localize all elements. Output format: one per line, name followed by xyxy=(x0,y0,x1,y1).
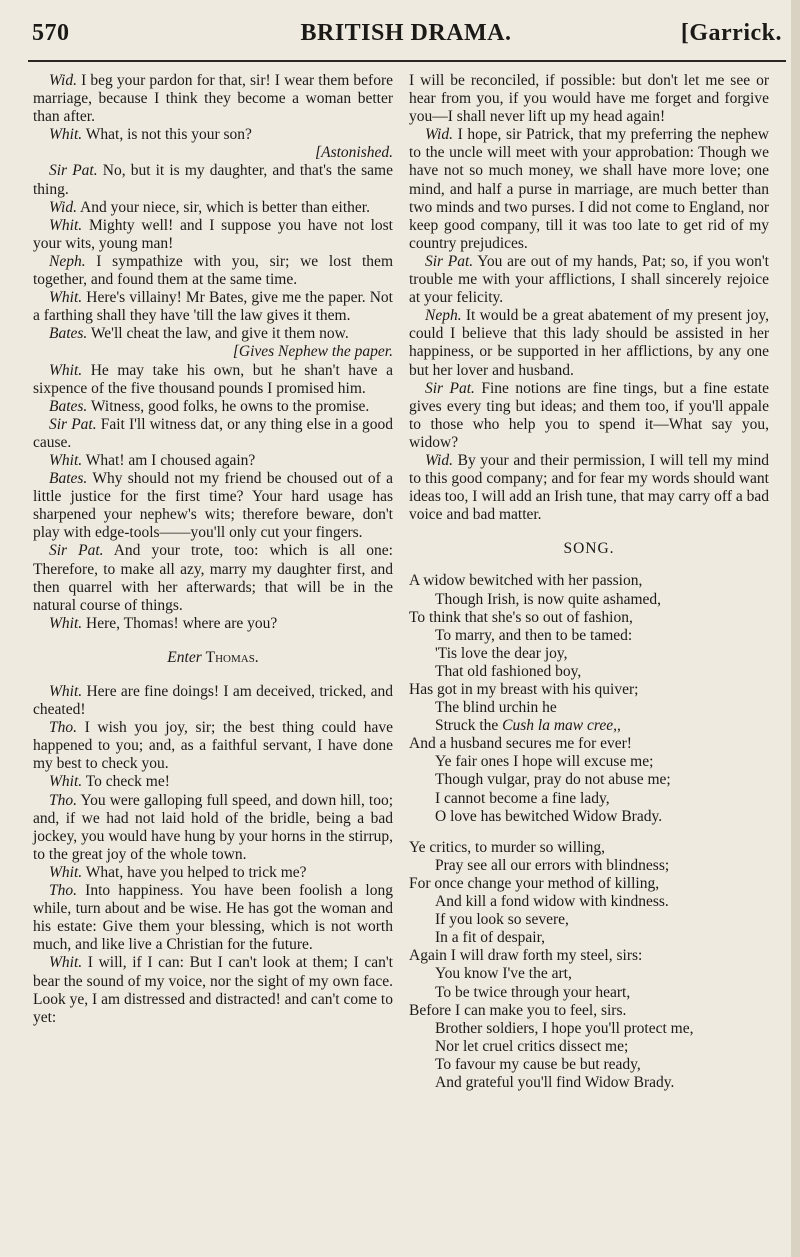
speaker: Sir Pat. xyxy=(425,252,474,270)
speaker: Sir Pat. xyxy=(49,162,98,180)
speech xyxy=(33,773,393,791)
verse-line: Before I can make you to feel, sirs. xyxy=(409,1001,627,1019)
speaker: Whit. xyxy=(49,614,83,632)
speech-text: Here's villainy! Mr Bates, give me the paper. Not a farthing shall they have 'till the law gives it them. xyxy=(33,289,393,325)
speech-text: You were galloping full speed, and down hill, too; and, if we had not laid hold of the bridle, being a bad jockey, you would have hung by your horns in the stirrup, to the great joy of the whole town. xyxy=(33,791,393,863)
speech-text: I wish you joy, sir; the best thing could have happened to you; and, as a faithful servant, I have done my best to check you. xyxy=(33,719,393,773)
verse-line: 'Tis love the dear joy, xyxy=(435,644,568,662)
page-number: 570 xyxy=(32,20,70,46)
speech-text: We'll cheat the law, and give it them now. xyxy=(87,325,349,343)
speaker: Sir Pat. xyxy=(49,415,97,433)
speech xyxy=(33,719,393,773)
verse-line: To think that she's so out of fashion, xyxy=(409,608,633,626)
verse-line: Ye critics, to murder so willing, xyxy=(409,838,606,856)
speech-text: To check me! xyxy=(82,773,170,791)
speaker: Wid. xyxy=(49,72,77,89)
speaker: Bates. xyxy=(49,470,88,488)
speech-text: No, but it is my daughter, and that's the same thing. xyxy=(33,162,393,198)
speech-text: What! am I choused again? xyxy=(82,451,256,469)
verse-line: For once change your method of killing, xyxy=(409,874,660,892)
page-header xyxy=(30,20,782,60)
verse-line: To favour my cause be but ready, xyxy=(435,1055,641,1073)
header-rule xyxy=(28,60,786,62)
verse-fragment: , xyxy=(616,717,621,735)
enter-character: Thomas. xyxy=(205,648,259,666)
speech xyxy=(33,615,393,633)
speaker: Sir Pat. xyxy=(425,379,475,397)
verse-line: And grateful you'll find Widow Brady. xyxy=(435,1073,675,1091)
speaker: Whit. xyxy=(49,451,83,469)
speech xyxy=(33,126,393,144)
speaker: Neph. xyxy=(425,307,462,325)
speech-text: Fait I'll witness dat, or any thing else in a good cause. xyxy=(33,415,393,451)
verse-line: And kill a fond widow with kindness. xyxy=(435,893,669,911)
speech-text: And your trote, too: which is all one: Therefore, to make all azy, marry my daughter first, and then quarrel with her afterwards; that will be in the natural course of things. xyxy=(33,542,393,614)
speech xyxy=(33,470,393,542)
speech xyxy=(33,416,393,452)
verse-line: A widow bewitched with her passion, xyxy=(409,572,643,590)
speech xyxy=(409,452,769,524)
speech-text: What, have you helped to trick me? xyxy=(82,863,307,881)
verse-line xyxy=(409,717,769,735)
speech-text: Witness, good folks, he owns to the promise. xyxy=(87,397,370,415)
running-title: BRITISH DRAMA. xyxy=(300,20,512,46)
verse-italic-phrase: Cush la maw cree, xyxy=(502,717,617,735)
speaker: Whit. xyxy=(49,773,83,791)
speech-text: It would be a great abatement of my present joy, could I believe that this lady should be assisted in her happiness, or be supported in her afflictions, by any one but her lover and husband. xyxy=(409,307,769,379)
speech-text: You are out of my hands, Pat; so, if you won't trouble me with your afflictions, I shall sincerely rejoice at your felicity. xyxy=(409,252,769,307)
speech-text: Fine notions are fine tings, but a fine estate gives every ting but ideas; and them too, if you'll appale to those who help you to spend it—What say you, widow? xyxy=(409,379,769,451)
speaker: Whit. xyxy=(49,954,83,972)
verse-line: You know I've the art, xyxy=(435,965,572,983)
speaker: Tho. xyxy=(49,719,77,737)
speaker: Neph. xyxy=(49,252,86,270)
entrance-direction xyxy=(33,649,393,667)
song-title: SONG. xyxy=(563,540,615,558)
verse-line: And a husband secures me for ever! xyxy=(409,735,632,753)
speech-text: I hope, sir Patrick, that my preferring the nephew to the uncle will meet with your approbation: Though we have not so much money, we shall have more love; one mind, and half a purse in marriage, are much better than two minds and two purses. I did not come to England, nor keep good company, till it was too late to get rid of my country prejudices. xyxy=(409,126,769,252)
speech-text: By your and their permission, I will tell my mind to this good company; and for fear my words should want ideas too, I will add an Irish tune, that may carry off a bad voice and bad matter. xyxy=(409,451,769,524)
speaker: Whit. xyxy=(49,126,83,144)
speech xyxy=(33,864,393,882)
speaker: Whit. xyxy=(49,289,83,307)
verse-line: To be twice through your heart, xyxy=(435,983,631,1001)
verse-line: I cannot become a fine lady, xyxy=(435,789,610,807)
speaker: Sir Pat. xyxy=(49,542,104,560)
song-stanza-1 xyxy=(409,572,769,825)
speech xyxy=(33,162,393,198)
verse-line: Though Irish, is now quite ashamed, xyxy=(435,590,662,608)
stage-direction: [Gives Nephew the paper. xyxy=(232,343,393,361)
speech xyxy=(33,289,393,325)
speech xyxy=(409,126,769,253)
verse-line: If you look so severe, xyxy=(435,911,569,929)
speaker: Wid. xyxy=(425,451,453,469)
speech xyxy=(33,362,393,398)
speaker: Bates. xyxy=(49,325,88,343)
right-column xyxy=(409,72,769,1092)
left-column xyxy=(33,72,393,1027)
verse-line: To marry, and then to be tamed: xyxy=(435,626,633,644)
speaker: Wid. xyxy=(49,198,77,216)
speech-text: What, is not this your son? xyxy=(82,126,252,144)
speaker: Tho. xyxy=(49,882,77,900)
speech xyxy=(409,253,769,307)
verse-line: Pray see all our errors with blindness; xyxy=(435,856,670,874)
speech xyxy=(33,217,393,253)
speech-text: He may take his own, but he shan't have a sixpence of the five thousand pounds I promised him. xyxy=(33,361,393,397)
speech-text: Here, Thomas! where are you? xyxy=(82,614,278,632)
verse-line: That old fashioned boy, xyxy=(435,662,582,680)
verse-line: O love has bewitched Widow Brady. xyxy=(435,807,663,825)
speech-text: Why should not my friend be choused out of a little justice for the first time? Your hard usage has sharpened your nephew's wits; therefore beware, don't play with edge-tools——you'll only cut your fingers. xyxy=(33,470,393,542)
speech xyxy=(409,380,769,452)
speech-text: Here are fine doings! I am deceived, tricked, and cheated! xyxy=(33,683,393,719)
speech xyxy=(33,325,393,343)
speaker: Bates. xyxy=(49,397,88,415)
speech xyxy=(33,72,393,126)
verse-line: Nor let cruel critics dissect me; xyxy=(435,1037,629,1055)
speaker: Whit. xyxy=(49,863,83,881)
verse-line: In a fit of despair, xyxy=(435,929,545,947)
speaker: Whit. xyxy=(49,361,83,379)
speech-text: I sympathize with you, sir; we lost them together, and found them at the same time. xyxy=(33,252,393,289)
speech xyxy=(33,954,393,1026)
speech-text: And your niece, sir, which is better than either. xyxy=(77,198,370,216)
speech-text: Mighty well! and I suppose you have not lost your wits, young man! xyxy=(33,216,393,252)
speech-text: I beg your pardon for that, sir! I wear them before marriage, because I think they become a woman better than after. xyxy=(33,72,393,126)
speaker: Wid. xyxy=(425,126,453,144)
speaker: Whit. xyxy=(49,683,83,700)
running-author: [Garrick. xyxy=(680,20,782,46)
speech xyxy=(33,882,393,954)
speech xyxy=(33,542,393,614)
verse-fragment: Struck the xyxy=(435,717,503,735)
speaker: Tho. xyxy=(49,791,77,809)
speech xyxy=(33,253,393,289)
speech xyxy=(33,452,393,470)
verse-line: The blind urchin he xyxy=(435,699,557,717)
verse-line: Ye fair ones I hope will excuse me; xyxy=(435,753,654,771)
speech-text: I will, if I can: But I can't look at them; I can't bear the sound of my voice, nor the sight of my own face. Look ye, I am distressed and distracted! and can't come to yet: xyxy=(33,954,393,1026)
speech xyxy=(33,199,393,217)
verse-line: Has got in my breast with his quiver; xyxy=(409,681,639,698)
speech-continued: I will be reconciled, if possible: but don't let me see or hear from you, if you would have me forget and forgive you—I shall never lift up my head again! xyxy=(409,72,769,126)
verse-line: Brother soldiers, I hope you'll protect me, xyxy=(435,1019,694,1037)
page-edge-shadow xyxy=(791,0,800,1257)
speech xyxy=(33,398,393,416)
song-stanza-2 xyxy=(409,839,769,1092)
speech xyxy=(409,307,769,379)
verse-line: Again I will draw forth my steel, sirs: xyxy=(409,947,643,965)
speech-text: Into happiness. You have been foolish a long while, turn about and be wise. He has got the woman and his estate: Give them your blessing, which is not worth much, and like live a Christian for the future. xyxy=(33,882,393,954)
speaker: Whit. xyxy=(49,216,83,234)
speech xyxy=(33,683,393,719)
speech xyxy=(33,792,393,864)
verse-line: Though vulgar, pray do not abuse me; xyxy=(435,771,671,789)
enter-word: Enter xyxy=(167,648,202,666)
stage-direction: [Astonished. xyxy=(315,144,393,162)
